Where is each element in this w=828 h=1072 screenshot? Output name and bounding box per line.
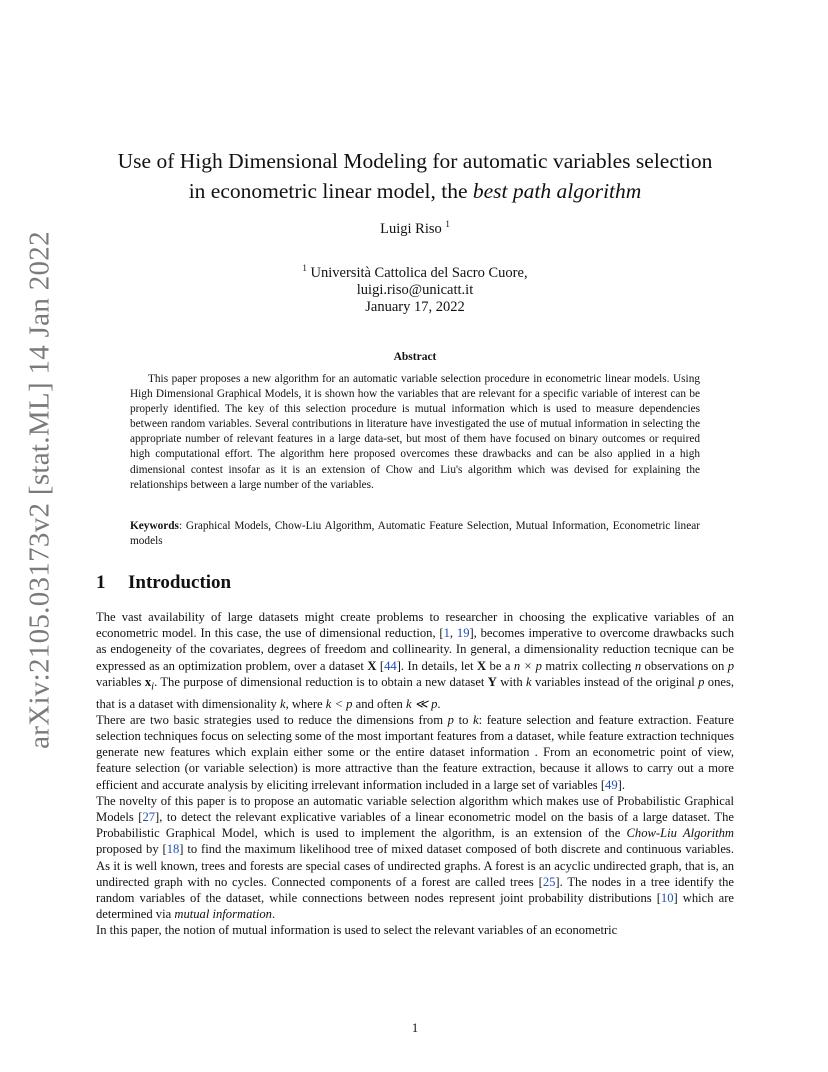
italic-term: mutual information bbox=[174, 907, 272, 922]
text: with bbox=[496, 674, 527, 689]
title-line-2-prefix: in econometric linear model, the bbox=[188, 179, 473, 203]
section-title: Introduction bbox=[128, 572, 232, 593]
text: and often bbox=[352, 696, 406, 711]
author-name: Luigi Riso bbox=[380, 221, 442, 237]
text: to bbox=[453, 712, 474, 727]
text: There are two basic strategies used to reduce the dimensions from bbox=[96, 712, 448, 727]
text: The novelty of this paper is to propose an automatic variable selection algorithm which makes use of Probabilistic Graphical Models [ bbox=[96, 793, 734, 824]
math-expression: k < p bbox=[325, 696, 353, 711]
page-number: 1 bbox=[411, 1021, 419, 1035]
math-symbol: n bbox=[634, 658, 642, 673]
citation-link[interactable]: 27 bbox=[142, 809, 156, 824]
text: . The purpose of dimensional reduction is to obtain a new dataset bbox=[154, 674, 488, 689]
citation-link[interactable]: 44 bbox=[384, 658, 397, 673]
keywords bbox=[130, 519, 700, 549]
text: The vast availability of large datasets might create problems to researcher in choosing the explicative variables of an econometric model. In this case, the use of dimensional reduction, [ bbox=[96, 610, 734, 641]
math-symbol: x bbox=[144, 674, 152, 689]
text: variables instead of the original bbox=[531, 674, 699, 689]
paragraph-3 bbox=[96, 793, 734, 923]
text: ]. The nodes in a tree identify the random variables of the dataset, while connections between nodes represent joint probability distributions [ bbox=[96, 874, 734, 905]
affiliation-institution-line bbox=[96, 265, 734, 282]
text: ] which are determined via bbox=[96, 890, 734, 922]
math-subscript: i bbox=[151, 681, 155, 693]
math-symbol: k bbox=[279, 696, 286, 711]
title-line-2-italic: best path algorithm bbox=[472, 179, 642, 203]
math-symbol: p bbox=[727, 658, 735, 673]
citation-link[interactable]: 25 bbox=[542, 874, 556, 889]
math-symbol: Y bbox=[487, 674, 497, 689]
abstract-heading: Abstract bbox=[393, 351, 437, 363]
abstract-text: This paper proposes a new algorithm for an automatic variable selection procedure in econometric linear models. Using High Dimensional Graphical Models, it is shown how the variables that are relevant for a specific variable of interest can be properly identified. The key of this selection procedure is mutual information which is used to measure dependencies between random variables. Several contributions in literature have investigated the use of mutual information in selecting the appropriate number of relevant features in a large data-set, but most of them have focused on binary outcomes or required high computational effort. The algorithm here proposed overcomes these drawbacks and can be also applied in a high dimensional contest insofar as it is an extension of Chow and Liu's algorithm which was devised for explaining the relationships between a large number of the variables. bbox=[130, 373, 700, 491]
text: observations on bbox=[641, 658, 728, 673]
citation-link[interactable]: 19 bbox=[456, 626, 470, 641]
text: ones, that is a dataset with dimensionality bbox=[96, 674, 735, 711]
section-number: 1 bbox=[96, 572, 106, 593]
arxiv-identifier: arXiv:2105.03173v2 [stat.ML] 14 Jan 2022 bbox=[23, 231, 56, 749]
keywords-label: Keywords bbox=[130, 520, 179, 532]
citation-link[interactable]: 18 bbox=[166, 842, 180, 857]
citation-link[interactable]: 1 bbox=[443, 626, 450, 641]
text: proposed by [ bbox=[96, 842, 167, 857]
text: ] to find the maximum likelihood tree of mixed dataset composed of both discrete and continuous variables. As it is well known, trees and forests are special cases of undirected graphs. A forest is an acyclic undirected graph, that is, an undirected graph with no cycles. Connected components of a forest are called trees [ bbox=[96, 842, 734, 889]
text: ], to detect the relevant explicative variables of a linear econometric model on the basis of a large dataset. The Probabilistic Graphical Model, which is used to implement the algorithm, is an extension of the bbox=[96, 809, 735, 841]
affiliation-institution: Università Cattolica del Sacro Cuore, bbox=[310, 265, 528, 281]
math-symbol: X bbox=[476, 658, 487, 673]
title-line-2 bbox=[96, 176, 734, 206]
text: ], becomes imperative to overcome drawbacks such as endogeneity of the covariates, degrees of freedom and collinearity. In general, a dimensionality reduction tecnique can be expressed as an optimization problem, over a dataset bbox=[96, 626, 734, 673]
affiliation bbox=[96, 265, 734, 316]
text: ]. In details, let bbox=[396, 658, 477, 673]
math-expression: n × p bbox=[513, 658, 542, 673]
text: variables bbox=[96, 674, 145, 689]
math-symbol: p bbox=[698, 674, 705, 689]
author bbox=[96, 221, 734, 238]
paragraph-1 bbox=[96, 609, 734, 712]
math-symbol: p bbox=[447, 712, 454, 727]
italic-term: Chow-Liu Algorithm bbox=[626, 826, 734, 841]
text: matrix collecting bbox=[541, 658, 635, 673]
affiliation-mark: 1 bbox=[302, 263, 307, 274]
section-heading-introduction bbox=[96, 572, 231, 594]
text: . bbox=[437, 696, 441, 711]
paragraph-4 bbox=[96, 922, 734, 938]
text: . bbox=[271, 907, 276, 922]
paper-title bbox=[96, 146, 734, 206]
math-symbol: k bbox=[473, 712, 479, 727]
text: : feature selection and feature extraction. Feature selection techniques focus on selecting some of the most important features from a dataset, while feature extraction techniques generate new features which explain either some or the entire dataset information . From an econometric point of view, feature selection (or variable selection) is more attractive than the feature extraction, because it allows to carry out a more efficient and accurate analysis by eliciting irrelevant information included in a large set of variables [ bbox=[96, 712, 734, 792]
paper-date: January 17, 2022 bbox=[365, 299, 465, 315]
math-symbol: X bbox=[367, 658, 377, 673]
keywords-text: : Graphical Models, Chow-Liu Algorithm, Automatic Feature Selection, Mutual Information, Econometric linear models bbox=[130, 520, 700, 547]
title-line-1: Use of High Dimensional Modeling for automatic variables selection bbox=[117, 149, 713, 173]
math-expression: k ≪ p bbox=[406, 696, 438, 711]
citation-link[interactable]: 10 bbox=[660, 890, 674, 905]
text: , bbox=[449, 626, 457, 641]
text: be a bbox=[486, 658, 514, 673]
author-affiliation-mark: 1 bbox=[445, 219, 450, 230]
text: ]. bbox=[617, 777, 625, 792]
citation-link[interactable]: 49 bbox=[605, 777, 618, 792]
text: , where bbox=[285, 696, 326, 711]
text: In this paper, the notion of mutual information is used to select the relevant variables of an econometric bbox=[96, 923, 618, 938]
paragraph-2 bbox=[96, 712, 734, 793]
introduction-body bbox=[96, 609, 734, 939]
text: [ bbox=[376, 658, 385, 673]
author-email[interactable]: luigi.riso@unicatt.it bbox=[356, 282, 474, 298]
arxiv-sidebar bbox=[18, 100, 62, 880]
math-symbol: k bbox=[526, 674, 532, 689]
